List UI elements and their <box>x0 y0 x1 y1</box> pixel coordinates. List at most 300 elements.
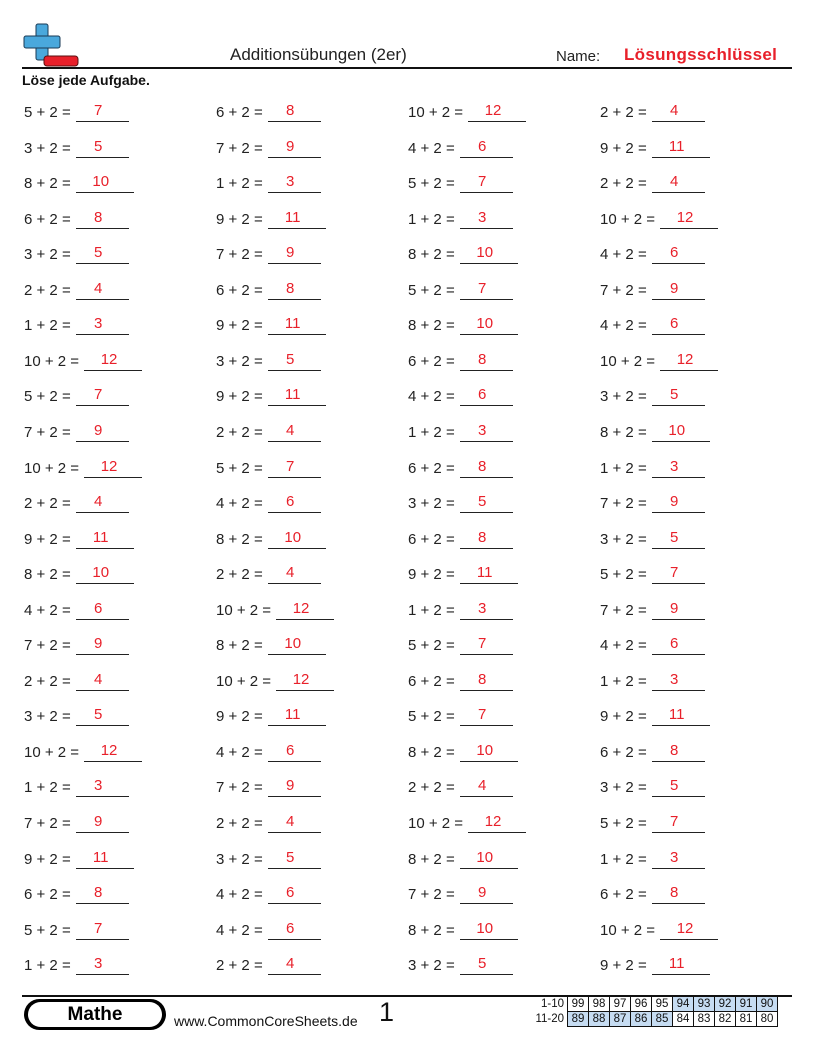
problem-item <box>600 953 710 975</box>
answer-blank[interactable] <box>460 349 513 371</box>
score-cell: 93 <box>694 997 715 1012</box>
problem-item <box>600 491 705 513</box>
answer-blank[interactable] <box>460 740 518 762</box>
answer-blank[interactable] <box>76 847 134 869</box>
problem-item <box>408 242 518 264</box>
answer-text: 8 <box>478 350 487 368</box>
answer-text: 4 <box>94 493 103 511</box>
problem-item <box>24 562 134 584</box>
problem-expression: 5 + 2 = <box>408 708 455 726</box>
problem-item <box>216 882 321 904</box>
answer-blank[interactable] <box>268 242 321 264</box>
answer-text: 7 <box>478 635 487 653</box>
problem-item <box>216 456 321 478</box>
answer-blank[interactable] <box>268 456 321 478</box>
score-cell: 80 <box>757 1012 778 1027</box>
problem-expression: 8 + 2 = <box>24 175 71 193</box>
answer-blank[interactable] <box>268 349 321 371</box>
answer-blank[interactable] <box>652 384 705 406</box>
problem-item <box>408 313 518 335</box>
answer-blank[interactable] <box>652 740 705 762</box>
problem-item <box>216 740 321 762</box>
answer-blank[interactable] <box>652 171 705 193</box>
problem-item <box>408 953 513 975</box>
problem-expression: 5 + 2 = <box>600 815 647 832</box>
problem-item <box>24 775 129 797</box>
answer-text: 8 <box>286 102 295 119</box>
score-cell: 85 <box>652 1012 673 1027</box>
answer-text: 5 <box>670 528 679 546</box>
problem-item <box>216 278 321 300</box>
problem-expression: 1 + 2 = <box>600 850 647 868</box>
score-cell: 96 <box>631 997 652 1012</box>
score-table <box>530 996 778 1027</box>
answer-text: 12 <box>676 350 694 368</box>
problem-expression: 8 + 2 = <box>408 246 455 264</box>
answer-text: 10 <box>476 919 494 937</box>
answer-blank[interactable] <box>268 313 326 335</box>
answer-blank[interactable] <box>460 669 513 691</box>
problem-expression: 6 + 2 = <box>408 352 455 370</box>
problem-item <box>600 811 705 833</box>
problem-item <box>600 313 705 335</box>
answer-text: 12 <box>292 599 310 617</box>
problem-expression: 6 + 2 = <box>24 886 71 904</box>
problem-expression: 4 + 2 = <box>408 388 455 406</box>
answer-blank[interactable] <box>460 775 513 797</box>
problem-expression: 3 + 2 = <box>24 246 71 264</box>
answer-text: 5 <box>94 244 103 262</box>
problem-item <box>24 456 142 478</box>
problem-expression: 7 + 2 = <box>216 779 263 797</box>
answer-blank[interactable] <box>76 207 129 229</box>
answer-blank[interactable] <box>652 811 705 833</box>
problem-item <box>216 313 326 335</box>
answer-text: 9 <box>286 244 295 262</box>
score-cell: 98 <box>589 997 610 1012</box>
problem-expression: 3 + 2 = <box>216 850 263 868</box>
problem-item <box>24 100 129 122</box>
answer-text: 4 <box>286 813 295 830</box>
problem-expression: 1 + 2 = <box>600 459 647 477</box>
answer-blank[interactable] <box>268 527 326 549</box>
answer-blank[interactable] <box>76 633 129 655</box>
answer-text: 11 <box>284 208 301 226</box>
answer-text: 9 <box>670 599 679 617</box>
problem-item <box>216 918 321 940</box>
answer-blank[interactable] <box>652 242 705 264</box>
problem-item <box>408 207 513 229</box>
score-row <box>530 997 778 1012</box>
answer-blank[interactable] <box>84 740 142 762</box>
problem-item <box>600 527 705 549</box>
answer-blank[interactable] <box>460 456 513 478</box>
problem-expression: 8 + 2 = <box>24 566 71 584</box>
answer-blank[interactable] <box>276 598 334 620</box>
problem-item <box>408 882 513 904</box>
answer-blank[interactable] <box>460 918 518 940</box>
answer-blank[interactable] <box>460 136 513 158</box>
answer-blank[interactable] <box>652 847 705 869</box>
score-row <box>530 1012 778 1027</box>
answer-text: 3 <box>94 315 103 333</box>
answer-blank[interactable] <box>460 953 513 975</box>
problem-expression: 9 + 2 = <box>216 388 263 406</box>
problem-item <box>24 136 129 158</box>
answer-blank[interactable] <box>268 775 321 797</box>
answer-text: 11 <box>284 315 301 333</box>
score-cell: 94 <box>673 997 694 1012</box>
answer-text: 12 <box>100 457 118 475</box>
answer-blank[interactable] <box>268 491 321 513</box>
answer-text: 3 <box>478 599 487 617</box>
problem-expression: 8 + 2 = <box>600 423 647 441</box>
answer-text: 7 <box>94 386 103 404</box>
answer-text: 11 <box>668 955 685 973</box>
problem-item <box>600 740 705 762</box>
problem-item <box>24 740 142 762</box>
problem-expression: 4 + 2 = <box>600 246 647 264</box>
problem-item <box>216 562 321 584</box>
problem-expression: 9 + 2 = <box>600 139 647 157</box>
problem-expression: 7 + 2 = <box>600 281 647 299</box>
problem-expression: 6 + 2 = <box>408 672 455 690</box>
answer-blank[interactable] <box>652 527 705 549</box>
answer-blank[interactable] <box>652 456 705 478</box>
answer-blank[interactable] <box>460 384 513 406</box>
answer-text: 7 <box>94 102 103 119</box>
answer-blank[interactable] <box>268 384 326 406</box>
answer-blank[interactable] <box>460 278 513 300</box>
answer-text: 6 <box>286 493 295 511</box>
answer-text: 9 <box>94 421 103 439</box>
answer-blank[interactable] <box>460 527 513 549</box>
problem-expression: 8 + 2 = <box>216 530 263 548</box>
problem-expression: 6 + 2 = <box>408 459 455 477</box>
answer-text: 7 <box>670 813 679 830</box>
problem-item <box>24 349 142 371</box>
problem-expression: 3 + 2 = <box>408 957 455 975</box>
name-label: Name: <box>556 48 601 65</box>
problem-expression: 2 + 2 = <box>216 957 263 975</box>
problem-item <box>216 598 334 620</box>
answer-blank[interactable] <box>76 313 129 335</box>
problem-item <box>600 242 705 264</box>
problem-item <box>600 847 705 869</box>
problem-expression: 5 + 2 = <box>600 566 647 584</box>
answer-blank[interactable] <box>652 100 705 122</box>
answer-blank[interactable] <box>76 953 129 975</box>
problem-expression: 9 + 2 = <box>24 530 71 548</box>
answer-blank[interactable] <box>460 242 518 264</box>
answer-blank[interactable] <box>268 704 326 726</box>
problem-item <box>216 420 321 442</box>
answer-blank[interactable] <box>268 918 321 940</box>
answer-blank[interactable] <box>652 598 705 620</box>
problem-item <box>216 100 321 122</box>
answer-blank[interactable] <box>660 349 718 371</box>
problem-expression: 3 + 2 = <box>216 352 263 370</box>
answer-blank[interactable] <box>76 171 134 193</box>
answer-blank[interactable] <box>76 882 129 904</box>
answer-blank[interactable] <box>276 669 334 691</box>
problem-item <box>24 669 129 691</box>
problem-expression: 5 + 2 = <box>24 921 71 939</box>
answer-text: 9 <box>94 813 103 830</box>
answer-text: 8 <box>478 528 487 546</box>
problem-expression: 3 + 2 = <box>600 779 647 797</box>
problem-item <box>600 136 710 158</box>
problem-item <box>408 811 526 833</box>
answer-text: 5 <box>478 493 487 511</box>
answer-blank[interactable] <box>76 598 129 620</box>
answer-text: 4 <box>94 670 103 688</box>
score-range-label: 1-10 <box>540 998 564 1010</box>
answer-text: 7 <box>478 706 487 724</box>
problem-expression: 1 + 2 = <box>24 957 71 975</box>
answer-blank[interactable] <box>460 847 518 869</box>
answer-blank[interactable] <box>460 562 518 584</box>
answer-blank[interactable] <box>652 562 705 584</box>
problem-expression: 4 + 2 = <box>24 601 71 619</box>
answer-text: 7 <box>94 919 103 937</box>
answer-blank[interactable] <box>268 633 326 655</box>
answer-text: 11 <box>284 706 301 724</box>
answer-blank[interactable] <box>76 527 134 549</box>
answer-text: 3 <box>478 421 487 439</box>
answer-text: 5 <box>670 777 679 795</box>
answer-blank[interactable] <box>76 562 134 584</box>
answer-blank[interactable] <box>652 420 710 442</box>
answer-blank[interactable] <box>268 171 321 193</box>
answer-text: 12 <box>676 208 694 226</box>
problem-expression: 1 + 2 = <box>408 601 455 619</box>
answer-text: 10 <box>476 244 494 262</box>
problem-item <box>216 704 326 726</box>
problem-item <box>408 633 513 655</box>
problem-expression: 1 + 2 = <box>600 672 647 690</box>
problem-expression: 6 + 2 = <box>600 743 647 761</box>
answer-blank[interactable] <box>652 669 705 691</box>
answer-text: 6 <box>670 315 679 333</box>
score-cell: 86 <box>631 1012 652 1027</box>
answer-blank[interactable] <box>76 420 129 442</box>
answer-blank[interactable] <box>460 704 513 726</box>
problem-expression: 10 + 2 = <box>408 815 464 832</box>
answer-text: 3 <box>94 777 103 795</box>
site-url: www.CommonCoreSheets.de <box>174 1013 358 1029</box>
answer-blank[interactable] <box>76 384 129 406</box>
answer-blank[interactable] <box>652 953 710 975</box>
problem-expression: 9 + 2 = <box>216 210 263 228</box>
answer-blank[interactable] <box>460 313 518 335</box>
answer-blank[interactable] <box>84 456 142 478</box>
answer-text: 4 <box>478 777 487 795</box>
problem-expression: 6 + 2 = <box>216 281 263 299</box>
score-cell: 88 <box>589 1012 610 1027</box>
problem-item <box>408 847 518 869</box>
answer-text: 7 <box>286 457 295 475</box>
answer-blank[interactable] <box>76 491 129 513</box>
answer-blank[interactable] <box>76 775 129 797</box>
answer-text: 5 <box>478 955 487 973</box>
answer-blank[interactable] <box>460 598 513 620</box>
answer-blank[interactable] <box>268 207 326 229</box>
problem-expression: 6 + 2 = <box>24 210 71 228</box>
problem-item <box>408 384 513 406</box>
problem-expression: 7 + 2 = <box>216 246 263 264</box>
answer-blank[interactable] <box>76 136 129 158</box>
problem-item <box>216 953 321 975</box>
answer-text: 6 <box>94 599 103 617</box>
problem-expression: 5 + 2 = <box>408 281 455 299</box>
answer-blank[interactable] <box>76 918 129 940</box>
answer-blank[interactable] <box>268 136 321 158</box>
problem-expression: 9 + 2 = <box>216 317 263 335</box>
problem-item <box>408 562 518 584</box>
answer-text: 11 <box>476 564 493 582</box>
answer-blank[interactable] <box>652 704 710 726</box>
answer-blank[interactable] <box>76 669 129 691</box>
problem-item <box>24 882 129 904</box>
answer-blank[interactable] <box>268 740 321 762</box>
answer-blank[interactable] <box>460 207 513 229</box>
answer-blank[interactable] <box>652 491 705 513</box>
problem-item <box>600 882 705 904</box>
answer-text: 6 <box>670 635 679 653</box>
problem-expression: 10 + 2 = <box>24 352 80 370</box>
score-cell: 95 <box>652 997 673 1012</box>
answer-blank[interactable] <box>268 278 321 300</box>
answer-text: 11 <box>284 386 301 404</box>
answer-blank[interactable] <box>268 100 321 122</box>
score-cell: 92 <box>715 997 736 1012</box>
answer-text: 10 <box>92 173 110 191</box>
problem-item <box>24 918 129 940</box>
answer-blank[interactable] <box>652 278 705 300</box>
answer-text: 7 <box>670 564 679 582</box>
problem-expression: 10 + 2 = <box>600 210 656 228</box>
answer-blank[interactable] <box>268 562 321 584</box>
problem-expression: 10 + 2 = <box>600 352 656 370</box>
answer-blank[interactable] <box>268 811 321 833</box>
answer-blank[interactable] <box>652 775 705 797</box>
answer-text: 8 <box>670 741 679 759</box>
answer-text: 7 <box>478 279 487 297</box>
score-cell: 83 <box>694 1012 715 1027</box>
problem-item <box>24 278 129 300</box>
problem-expression: 4 + 2 = <box>216 886 263 904</box>
answer-text: 9 <box>286 137 295 155</box>
problem-item <box>408 740 518 762</box>
answer-blank[interactable] <box>76 242 129 264</box>
problem-item <box>216 633 326 655</box>
problem-item <box>408 491 513 513</box>
answer-blank[interactable] <box>652 313 705 335</box>
answer-blank[interactable] <box>76 100 129 122</box>
answer-blank[interactable] <box>268 420 321 442</box>
problem-item <box>600 384 705 406</box>
problem-expression: 4 + 2 = <box>408 139 455 157</box>
problem-item <box>24 171 134 193</box>
problem-item <box>408 136 513 158</box>
answer-text: 12 <box>676 919 694 937</box>
problem-item <box>24 313 129 335</box>
answer-text: 4 <box>286 564 295 582</box>
answer-text: 5 <box>286 350 295 368</box>
problem-item <box>600 704 710 726</box>
answer-text: 8 <box>478 457 487 475</box>
problem-expression: 8 + 2 = <box>408 743 455 761</box>
answer-blank[interactable] <box>76 704 129 726</box>
answer-text: 3 <box>670 457 679 475</box>
answer-text: 5 <box>670 386 679 404</box>
problem-item <box>216 775 321 797</box>
answer-blank[interactable] <box>76 278 129 300</box>
problem-item <box>216 384 326 406</box>
problem-item <box>408 669 513 691</box>
answer-text: 9 <box>478 884 487 902</box>
problem-expression: 3 + 2 = <box>408 495 455 513</box>
answer-blank[interactable] <box>660 918 718 940</box>
answer-blank[interactable] <box>660 207 718 229</box>
problem-expression: 6 + 2 = <box>600 886 647 904</box>
problem-item <box>600 349 718 371</box>
answer-blank[interactable] <box>268 953 321 975</box>
problem-item <box>24 207 129 229</box>
answer-text: 3 <box>94 955 103 973</box>
answer-text: 10 <box>284 635 302 653</box>
answer-text: 4 <box>286 955 295 973</box>
answer-blank[interactable] <box>460 633 513 655</box>
answer-text: 8 <box>94 208 103 226</box>
answer-blank[interactable] <box>460 491 513 513</box>
score-cell: 84 <box>673 1012 694 1027</box>
answer-text: 4 <box>670 173 679 191</box>
answer-blank[interactable] <box>468 100 526 122</box>
answer-blank[interactable] <box>84 349 142 371</box>
answer-blank[interactable] <box>268 882 321 904</box>
answer-text: 10 <box>668 421 686 439</box>
subject-label: Mathe <box>28 1002 162 1027</box>
problem-item <box>408 527 513 549</box>
answer-blank[interactable] <box>652 633 705 655</box>
problem-expression: 7 + 2 = <box>600 495 647 513</box>
answer-text: 12 <box>292 670 310 688</box>
answer-blank[interactable] <box>460 882 513 904</box>
answer-text: 5 <box>94 706 103 724</box>
problem-item <box>600 100 705 122</box>
problem-expression: 10 + 2 = <box>24 743 80 761</box>
problem-expression: 1 + 2 = <box>24 779 71 797</box>
problem-expression: 1 + 2 = <box>408 423 455 441</box>
answer-blank[interactable] <box>652 136 710 158</box>
score-cell: 97 <box>610 997 631 1012</box>
worksheet-title: Additionsübungen (2er) <box>230 45 407 64</box>
answer-blank[interactable] <box>460 171 513 193</box>
problem-item <box>216 811 321 833</box>
answer-blank[interactable] <box>268 847 321 869</box>
score-cell: 81 <box>736 1012 757 1027</box>
answer-blank[interactable] <box>652 882 705 904</box>
answer-blank[interactable] <box>460 420 513 442</box>
instruction-text: Löse jede Aufgabe. <box>22 72 150 88</box>
answer-blank[interactable] <box>76 811 129 833</box>
problem-item <box>408 349 513 371</box>
answer-blank[interactable] <box>468 811 526 833</box>
answer-text: 6 <box>286 919 295 937</box>
problem-expression: 4 + 2 = <box>216 495 263 513</box>
